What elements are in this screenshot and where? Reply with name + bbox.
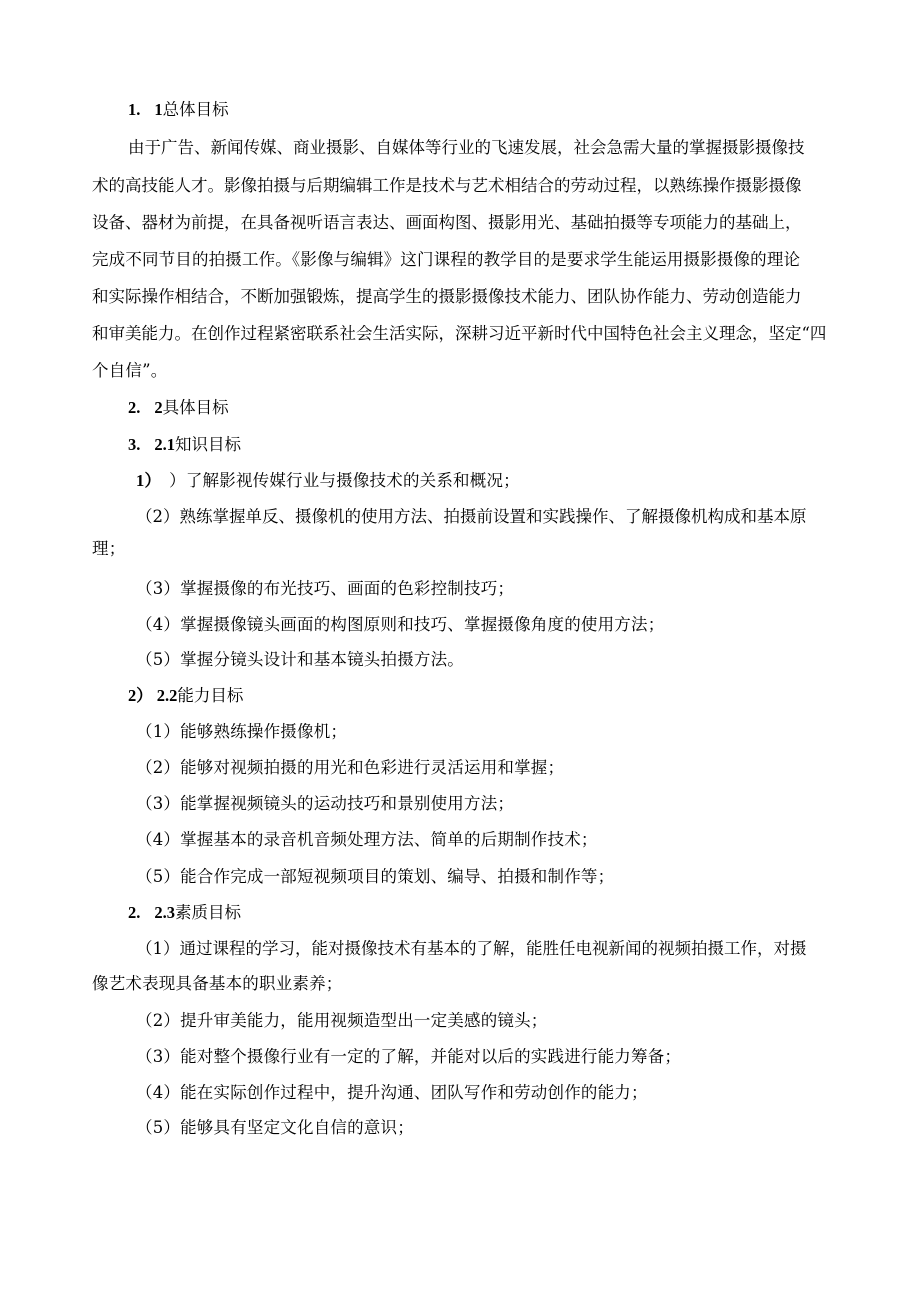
heading-ability-goal xyxy=(128,685,243,707)
list-item: （2）提升审美能力，能用视频造型出一定美感的镜头； xyxy=(136,1011,548,1030)
heading-subnumber: 2 xyxy=(154,398,163,417)
heading-text: 具体目标 xyxy=(162,398,229,417)
heading-text: 能力目标 xyxy=(177,686,244,705)
list-item: （5）掌握分镜头设计和基本镜头拍摄方法。 xyxy=(136,650,464,669)
paragraph-line: 完成不同节目的拍摄工作。《影像与编辑》这门课程的教学目的是要求学生能运用摄影摄像的理论 xyxy=(92,250,800,269)
list-item-continuation: 理； xyxy=(92,539,126,558)
list-item: （2）熟练掌握单反、摄像机的使用方法、拍摄前设置和实践操作、了解摄像机构成和基本原 xyxy=(136,507,807,526)
list-item xyxy=(136,470,520,492)
list-text: ）了解影视传媒行业与摄像技术的关系和概况； xyxy=(169,471,520,490)
paragraph-line: 个自信”。 xyxy=(92,361,168,380)
heading-text: 素质目标 xyxy=(175,903,241,922)
heading-knowledge-goal xyxy=(128,434,241,456)
list-item: （3）掌握摄像的布光技巧、画面的色彩控制技巧； xyxy=(136,579,515,598)
list-item-continuation: 像艺术表现具备基本的职业素养； xyxy=(92,974,343,993)
heading-text: 知识目标 xyxy=(175,435,241,454)
heading-specific-goal xyxy=(128,397,229,419)
heading-subnumber: 2.1 xyxy=(154,435,175,454)
paragraph-line: 术的高技能人才。影像拍摄与后期编辑工作是技术与艺术相结合的劳动过程，以熟练操作摄影摄像 xyxy=(92,176,802,195)
list-item: （5）能合作完成一部短视频项目的策划、编导、拍摄和制作等； xyxy=(136,867,615,886)
list-item: （1）能够熟练操作摄像机； xyxy=(136,722,348,741)
list-item: （5）能够具有坚定文化自信的意识； xyxy=(136,1118,414,1137)
list-item: （4）能在实际创作过程中，提升沟通、团队写作和劳动创作的能力； xyxy=(136,1083,648,1102)
paragraph-line: 由于广告、新闻传媒、商业摄影、自媒体等行业的飞速发展，社会急需大量的掌握摄影摄像技 xyxy=(128,138,805,157)
heading-number: 1. xyxy=(128,100,141,119)
list-item: （3）能掌握视频镜头的运动技巧和景别使用方法； xyxy=(136,794,515,813)
heading-overall-goal xyxy=(128,99,229,121)
list-number: 1） xyxy=(136,471,162,490)
heading-number: 2. xyxy=(128,903,141,922)
list-item: （2）能够对视频拍摄的用光和色彩进行灵活运用和掌握； xyxy=(136,758,565,777)
heading-number: 3. xyxy=(128,435,141,454)
list-item: （1）通过课程的学习，能对摄像技术有基本的了解，能胜任电视新闻的视频拍摄工作，对摄 xyxy=(136,939,807,958)
list-item: （4）掌握基本的录音机音频处理方法、简单的后期制作技术； xyxy=(136,830,598,849)
list-item: （4）掌握摄像镜头画面的构图原则和技巧、掌握摄像角度的使用方法； xyxy=(136,615,665,634)
heading-number: 2） xyxy=(128,686,153,705)
paragraph-line: 和审美能力。在创作过程紧密联系社会生活实际，深耕习近平新时代中国特色社会主义理念，坚定“四 xyxy=(92,324,827,343)
paragraph-line: 和实际操作相结合，不断加强锻炼，提高学生的摄影摄像技术能力、团队协作能力、劳动创造能力 xyxy=(92,287,802,306)
list-item: （3）能对整个摄像行业有一定的了解，并能对以后的实践进行能力筹备； xyxy=(136,1047,682,1066)
paragraph-line: 设备、器材为前提，在具备视听语言表达、画面构图、摄影用光、基础拍摄等专项能力的基础上， xyxy=(92,213,802,232)
heading-number: 2. xyxy=(128,398,141,417)
heading-subnumber: 1 xyxy=(154,100,163,119)
heading-quality-goal xyxy=(128,902,241,924)
heading-subnumber: 2.2 xyxy=(156,686,178,705)
heading-text: 总体目标 xyxy=(162,100,229,119)
heading-subnumber: 2.3 xyxy=(154,903,175,922)
